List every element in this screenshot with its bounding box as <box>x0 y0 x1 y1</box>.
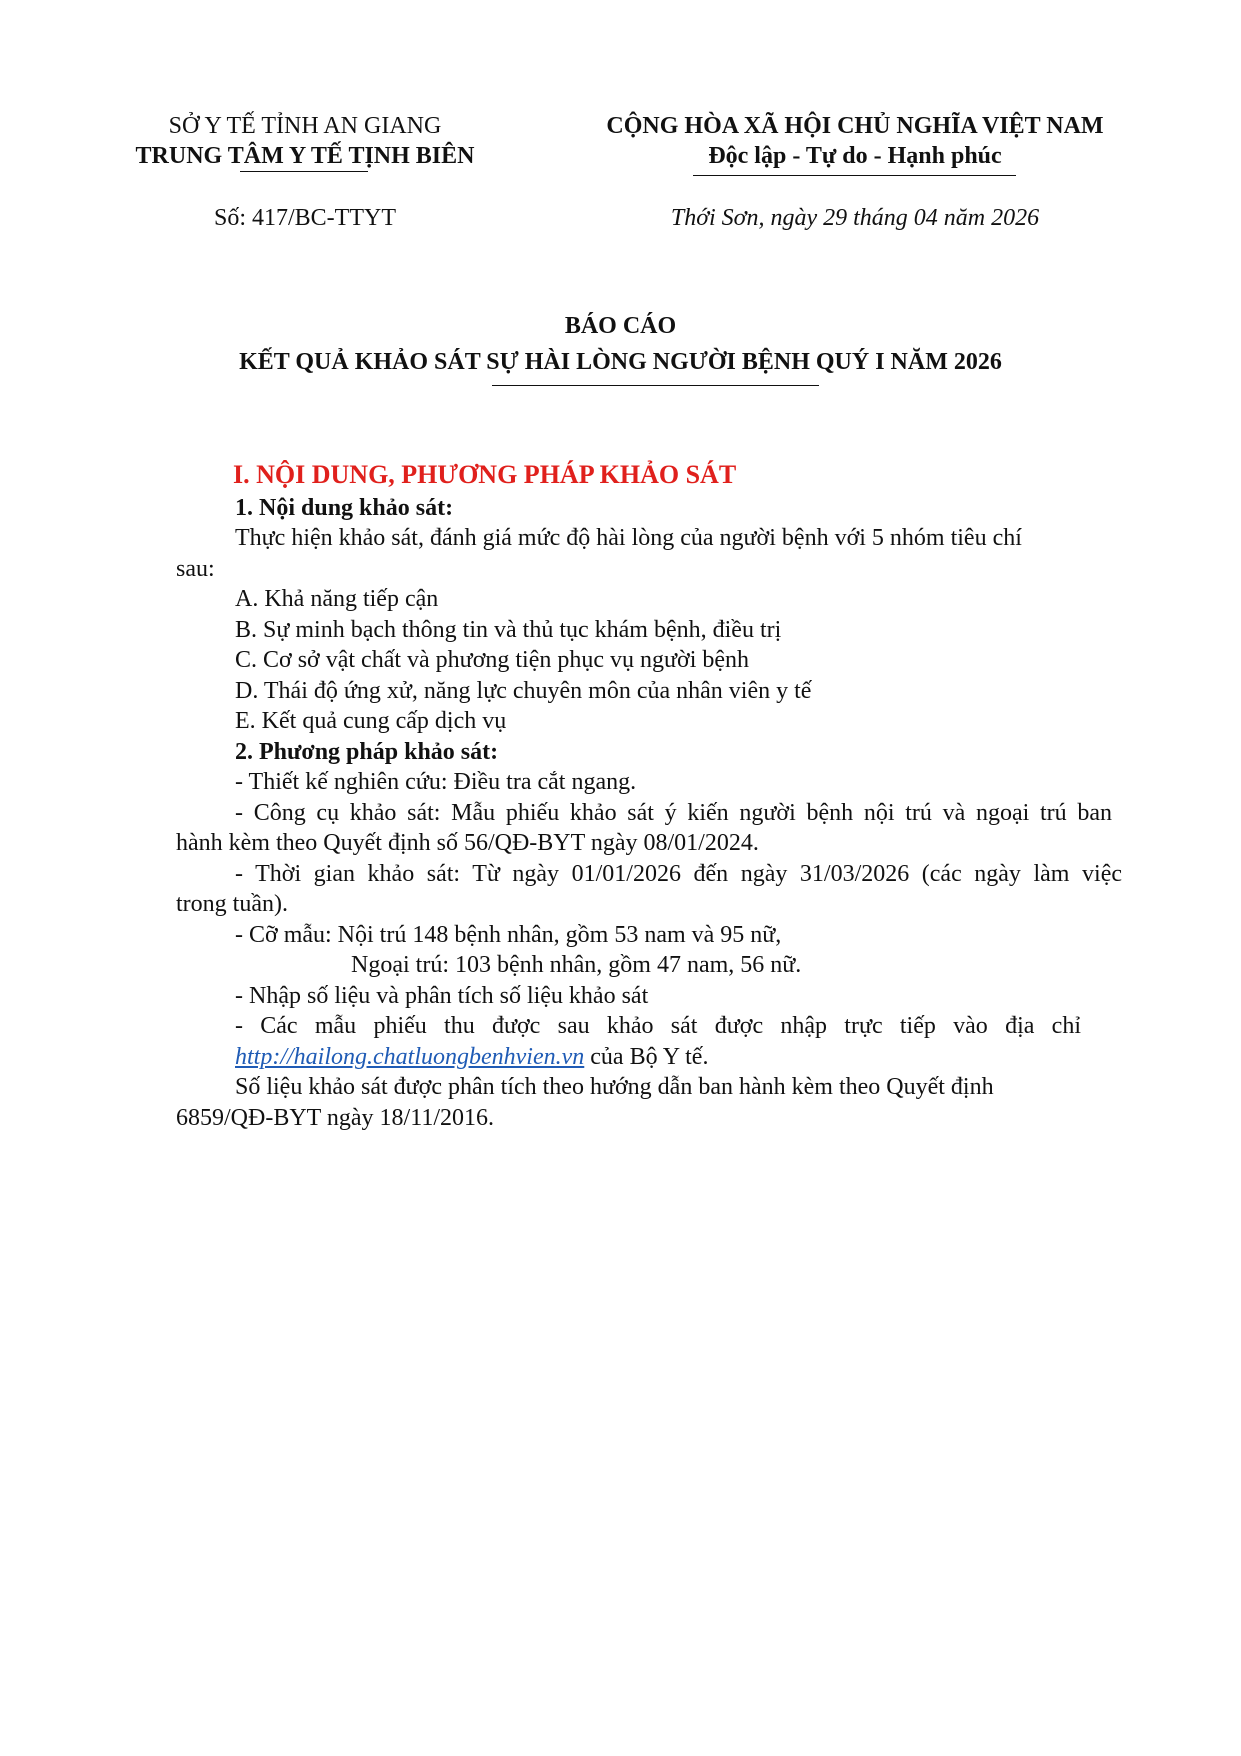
subsection-method-heading: 2. Phương pháp khảo sát: <box>235 739 499 765</box>
agency-parent: SỞ Y TẾ TỈNH AN GIANG <box>168 113 442 139</box>
criterion-c: C. Cơ sở vật chất và phương tiện phục vụ người bệnh <box>235 647 750 673</box>
criterion-a: A. Khả năng tiếp cận <box>235 586 439 612</box>
sample-size-inpatient: - Cỡ mẫu: Nội trú 148 bệnh nhân, gồm 53 nam và 95 nữ, <box>235 922 782 948</box>
subsection-content-heading: 1. Nội dung khảo sát: <box>235 495 454 521</box>
analysis-line-1: Số liệu khảo sát được phân tích theo hướng dẫn ban hành kèm theo Quyết định <box>235 1074 994 1100</box>
place-date: Thới Sơn, ngày 29 tháng 04 năm 2026 <box>670 205 1040 231</box>
survey-tool-line-1: - Công cụ khảo sát: Mẫu phiếu khảo sát ý kiến người bệnh nội trú và ngoại trú ban <box>235 800 1112 826</box>
agency-name: TRUNG TÂM Y TẾ TỊNH BIÊN <box>135 143 475 169</box>
study-design: - Thiết kế nghiên cứu: Điều tra cắt ngang. <box>235 769 637 795</box>
intro-line-1: Thực hiện khảo sát, đánh giá mức độ hài lòng của người bệnh với 5 nhóm tiêu chí <box>235 525 1022 551</box>
forms-entry-suffix: của Bộ Y tế. <box>584 1044 709 1070</box>
document-number: Số: 417/BC-TTYT <box>213 205 396 231</box>
agency-underline <box>240 171 368 172</box>
forms-entry-line-1: - Các mẫu phiếu thu được sau khảo sát được nhập trực tiếp vào địa chỉ <box>235 1013 1081 1039</box>
data-entry: - Nhập số liệu và phân tích số liệu khảo sát <box>235 983 649 1009</box>
sample-size-outpatient: Ngoại trú: 103 bệnh nhân, gồm 47 nam, 56 nữ. <box>351 952 802 978</box>
national-motto: Độc lập - Tự do - Hạnh phúc <box>708 143 1002 169</box>
title-underline <box>492 385 819 386</box>
survey-tool-line-2: hành kèm theo Quyết định số 56/QĐ-BYT ngày 08/01/2024. <box>176 830 759 856</box>
report-title: BÁO CÁO <box>564 313 677 339</box>
national-title: CỘNG HÒA XÃ HỘI CHỦ NGHĨA VIỆT NAM <box>606 113 1104 139</box>
survey-portal-link[interactable]: http://hailong.chatluongbenhvien.vn <box>235 1044 585 1070</box>
survey-time-line-2: trong tuần). <box>176 891 288 917</box>
intro-line-2: sau: <box>176 556 215 582</box>
report-subtitle: KẾT QUẢ KHẢO SÁT SỰ HÀI LÒNG NGƯỜI BỆNH QUÝ I NĂM 2026 <box>239 349 1002 375</box>
motto-underline <box>693 175 1016 176</box>
forms-entry-line-2 <box>235 1042 708 1072</box>
survey-time-line-1: - Thời gian khảo sát: Từ ngày 01/01/2026 đến ngày 31/03/2026 (các ngày làm việc <box>235 861 1122 887</box>
analysis-line-2: 6859/QĐ-BYT ngày 18/11/2016. <box>176 1105 494 1131</box>
criterion-b: B. Sự minh bạch thông tin và thủ tục khám bệnh, điều trị <box>235 617 782 643</box>
criterion-e: E. Kết quả cung cấp dịch vụ <box>235 708 507 734</box>
criterion-d: D. Thái độ ứng xử, năng lực chuyên môn của nhân viên y tế <box>235 678 812 704</box>
section-heading: I. NỘI DUNG, PHƯƠNG PHÁP KHẢO SÁT <box>233 460 737 489</box>
